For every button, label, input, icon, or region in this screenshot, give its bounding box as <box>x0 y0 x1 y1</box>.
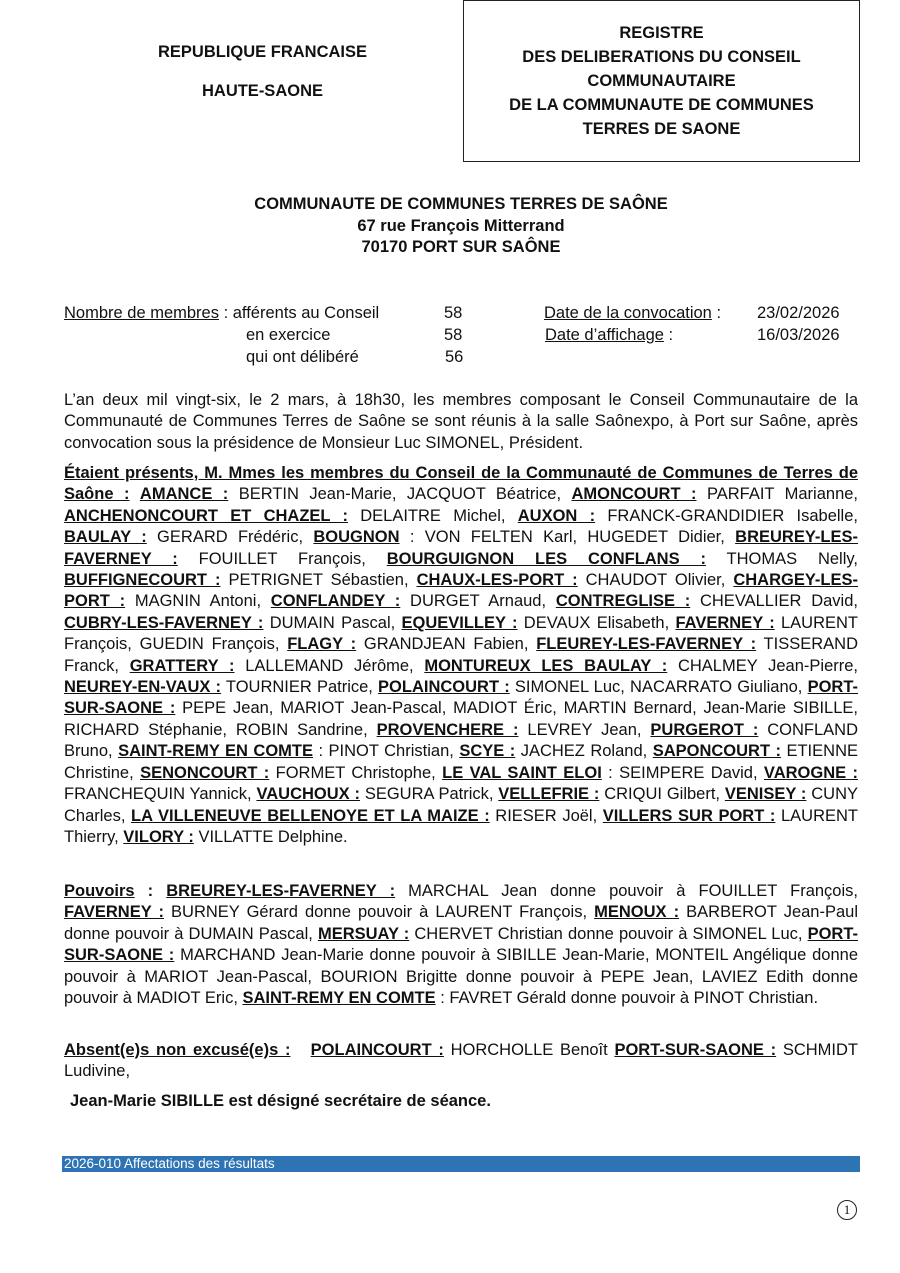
commune-name: MENOUX : <box>594 903 680 922</box>
commune-name: FAVERNEY : <box>675 613 775 632</box>
commune-name: VAROGNE : <box>763 763 858 782</box>
exercice-value: 58 <box>444 326 463 344</box>
commune-name: VILORY : <box>123 827 194 846</box>
member-text: FOUILLET François, <box>177 549 387 568</box>
commune-name: AUXON : <box>517 506 596 525</box>
member-text: SIMONEL Luc, NACARRATO Giuliano, <box>509 678 808 697</box>
member-text: PEPE Jean, MARIOT Jean-Pascal, MADIOT Éric, MARTIN Bernard, Jean-Marie SIBILLE, RICHARD Stéphanie, ROBIN Sandrine, <box>64 699 858 739</box>
commune-name: PROVENCHERE : <box>376 720 519 739</box>
footer-bar: 2026-010 Affectations des résultats <box>62 1156 860 1172</box>
member-text: MARCHAL Jean donne pouvoir à FOUILLET François, <box>395 882 858 900</box>
commune-name: FLAGY : <box>287 635 357 654</box>
commune-name: VILLERS SUR PORT : <box>602 806 776 825</box>
member-text: : PINOT Christian, <box>313 742 460 761</box>
secretary-line: Jean-Marie SIBILLE est désigné secrétaire de séance. <box>70 1092 491 1110</box>
member-text: TISSERAND Franck, <box>64 635 858 675</box>
member-text: HORCHOLLE Benoît <box>443 1041 615 1059</box>
republique-label: REPUBLIQUE FRANCAISE <box>157 43 367 61</box>
commune-name: SCYE : <box>459 742 516 761</box>
commune-name: PURGEROT : <box>650 720 759 739</box>
address-name: COMMUNAUTE DE COMMUNES TERRES DE SAÔNE <box>254 195 668 213</box>
member-text: RIESER Joël, <box>489 806 603 825</box>
member-text: : SEIMPERE David, <box>601 763 764 782</box>
registre-line: DE LA COMMUNAUTE DE COMMUNES <box>509 96 814 114</box>
address-street: 67 rue François Mitterrand <box>357 216 565 235</box>
member-text: FRANCK-GRANDIDIER Isabelle, <box>595 506 858 525</box>
presents-list <box>64 485 858 846</box>
absents-heading: Absent(e)s non excusé(e)s : <box>64 1041 291 1059</box>
commune-name: FAVERNEY : <box>64 903 164 922</box>
commune-name: CHAUX-LES-PORT : <box>416 571 578 590</box>
commune-name: SAPONCOURT : <box>652 742 781 761</box>
commune-name: LA VILLENEUVE BELLENOYE ET LA MAIZE : <box>131 806 490 825</box>
pouvoirs-paragraph <box>64 881 858 1009</box>
commune-name: AMANCE : <box>139 485 229 504</box>
delibere-label: qui ont délibéré <box>246 348 359 366</box>
convocation-label: Date de la convocation <box>544 304 712 322</box>
member-text: PARFAIT Marianne, <box>696 485 858 504</box>
member-text: TOURNIER Patrice, <box>221 678 379 697</box>
page-number: 1 <box>837 1200 857 1220</box>
commune-name: PORT-SUR-SAONE : <box>64 678 858 718</box>
commune-name: BREUREY-LES-FAVERNEY : <box>64 528 859 568</box>
registre-box <box>463 0 860 162</box>
commune-name: SENONCOURT : <box>140 763 270 782</box>
member-text: CHAUDOT Olivier, <box>577 571 734 590</box>
pouvoirs-list <box>64 882 858 1007</box>
afferents-value: 58 <box>444 304 463 322</box>
presents-paragraph <box>64 463 858 848</box>
commune-name: POLAINCOURT : <box>310 1041 444 1059</box>
pouvoirs-sep: : <box>134 882 167 900</box>
registre-line: REGISTRE <box>619 24 704 42</box>
afferents-label: : afférents au Conseil <box>223 304 380 322</box>
commune-name: GRATTERY : <box>129 656 235 675</box>
member-text: : VON FELTEN Karl, HUGEDET Didier, <box>399 528 736 547</box>
commune-name: BAULAY : <box>64 528 147 547</box>
member-text: DURGET Arnaud, <box>400 592 556 611</box>
commune-name: LE VAL SAINT ELOI <box>442 763 602 782</box>
commune-name: VENISEY : <box>724 785 807 804</box>
member-text: VILLATTE Delphine. <box>193 827 348 846</box>
commune-name: BREUREY-LES-FAVERNEY : <box>166 882 396 900</box>
commune-name: MONTUREUX LES BAULAY : <box>424 656 668 675</box>
commune-name: POLAINCOURT : <box>378 678 510 697</box>
member-text: LEVREY Jean, <box>518 720 651 739</box>
member-text: FORMET Christophe, <box>269 763 443 782</box>
commune-name: BOUGNON <box>313 528 400 547</box>
commune-name: SAINT-REMY EN COMTE <box>118 742 314 761</box>
member-text: SCHMIDT Ludivine, <box>64 1041 858 1081</box>
registre-line: DES DELIBERATIONS DU CONSEIL <box>522 48 801 66</box>
address-block <box>0 194 900 259</box>
header-left <box>105 42 420 101</box>
commune-name: NEUREY-EN-VAUX : <box>64 678 222 697</box>
commune-name: MERSUAY : <box>317 924 410 943</box>
member-text: CHERVET Christian donne pouvoir à SIMONEL Luc, <box>409 924 808 943</box>
member-text: CRIQUI Gilbert, <box>599 785 725 804</box>
member-text: BURNEY Gérard donne pouvoir à LAURENT François, <box>163 903 595 922</box>
commune-name: ANCHENONCOURT ET CHAZEL : <box>64 506 348 525</box>
member-text: THOMAS Nelly, <box>705 549 858 568</box>
convocation-value: 23/02/2026 <box>757 304 840 322</box>
member-text: MAGNIN Antoni, <box>125 592 271 611</box>
commune-name: CONTREGLISE : <box>555 592 691 611</box>
affichage-label: Date d’affichage <box>545 326 664 344</box>
member-text: LAURENT Thierry, <box>64 806 858 846</box>
member-text: CUNY Charles, <box>64 785 858 825</box>
commune-name: CUBRY-LES-FAVERNEY : <box>64 613 264 632</box>
commune-name: PORT-SUR-SAONE : <box>614 1041 777 1059</box>
member-text: CHEVALLIER David, <box>690 592 858 611</box>
convocation-sep: : <box>716 304 722 322</box>
member-text: SEGURA Patrick, <box>360 785 499 804</box>
member-text: BERTIN Jean-Marie, JACQUOT Béatrice, <box>228 485 572 504</box>
membres-label: Nombre de membres <box>64 304 219 322</box>
commune-name: SAINT-REMY EN COMTE <box>242 989 436 1008</box>
delibere-value: 56 <box>445 348 464 366</box>
member-text: CONFLAND Bruno, <box>64 720 859 761</box>
member-text: DEVAUX Elisabeth, <box>517 613 676 632</box>
member-text: BARBEROT Jean-Paul donne pouvoir à DUMAIN Pascal, <box>64 903 858 943</box>
member-text: PETRIGNET Sébastien, <box>220 571 417 590</box>
commune-name: VELLEFRIE : <box>498 785 600 804</box>
member-text: DUMAIN Pascal, <box>263 613 402 632</box>
exercice-label: en exercice <box>246 326 331 344</box>
affichage-value: 16/03/2026 <box>757 326 840 344</box>
member-text: LAURENT François, GUEDIN François, <box>64 613 858 654</box>
member-text: ETIENNE Christine, <box>64 742 858 782</box>
commune-name: CHARGEY-LES-PORT : <box>64 571 859 611</box>
member-text: CHALMEY Jean-Pierre, <box>667 656 858 675</box>
member-text: : FAVRET Gérald donne pouvoir à PINOT Christian. <box>435 989 819 1008</box>
member-text: DELAITRE Michel, <box>347 506 518 525</box>
member-text: GRANDJEAN Fabien, <box>356 635 537 654</box>
member-text: MARCHAND Jean-Marie donne pouvoir à SIBILLE Jean-Marie, MONTEIL Angélique donne pouvoir à MARIOT Jean-Pascal, BOURION Brigitte donne pouvoir à PEPE Jean, LAVIEZ Edith donne pouvoir à MADIOT Eric, <box>64 946 858 1008</box>
presents-heading: Étaient présents, M. Mmes les membres du Conseil de la Communauté de Communes de Terres de Saône : <box>64 464 858 504</box>
pouvoirs-heading: Pouvoirs <box>64 882 135 900</box>
commune-name: BUFFIGNECOURT : <box>64 571 221 590</box>
commune-name: CONFLANDEY : <box>270 592 401 611</box>
commune-name: PORT-SUR-SAONE : <box>64 924 858 965</box>
commune-name: VAUCHOUX : <box>256 785 360 804</box>
stats-block <box>0 303 900 373</box>
affichage-sep: : <box>668 326 674 344</box>
commune-name: EQUEVILLEY : <box>401 613 518 632</box>
address-city: 70170 PORT SUR SAÔNE <box>361 238 561 256</box>
commune-name: BOURGUIGNON LES CONFLANS : <box>386 549 706 568</box>
registre-line: COMMUNAUTAIRE <box>587 72 736 90</box>
absents-paragraph <box>64 1040 858 1083</box>
member-text: GERARD Frédéric, <box>146 528 314 547</box>
registre-line: TERRES DE SAONE <box>582 120 741 138</box>
member-text: LALLEMAND Jérôme, <box>234 656 425 675</box>
commune-name: FLEUREY-LES-FAVERNEY : <box>536 635 757 654</box>
member-text: FRANCHEQUIN Yannick, <box>64 785 257 804</box>
member-text: JACHEZ Roland, <box>515 742 653 761</box>
intro-paragraph: L’an deux mil vingt-six, le 2 mars, à 18h30, les membres composant le Conseil Communautaire de la Communauté de Communes Terres de Saône se sont réunis à la salle Saônexpo, à Port sur Saône, après convocation sous la présidence de Monsieur Luc SIMONEL, Président. <box>64 391 858 452</box>
commune-name: AMONCOURT : <box>571 485 697 504</box>
departement-label: HAUTE-SAONE <box>201 82 323 100</box>
